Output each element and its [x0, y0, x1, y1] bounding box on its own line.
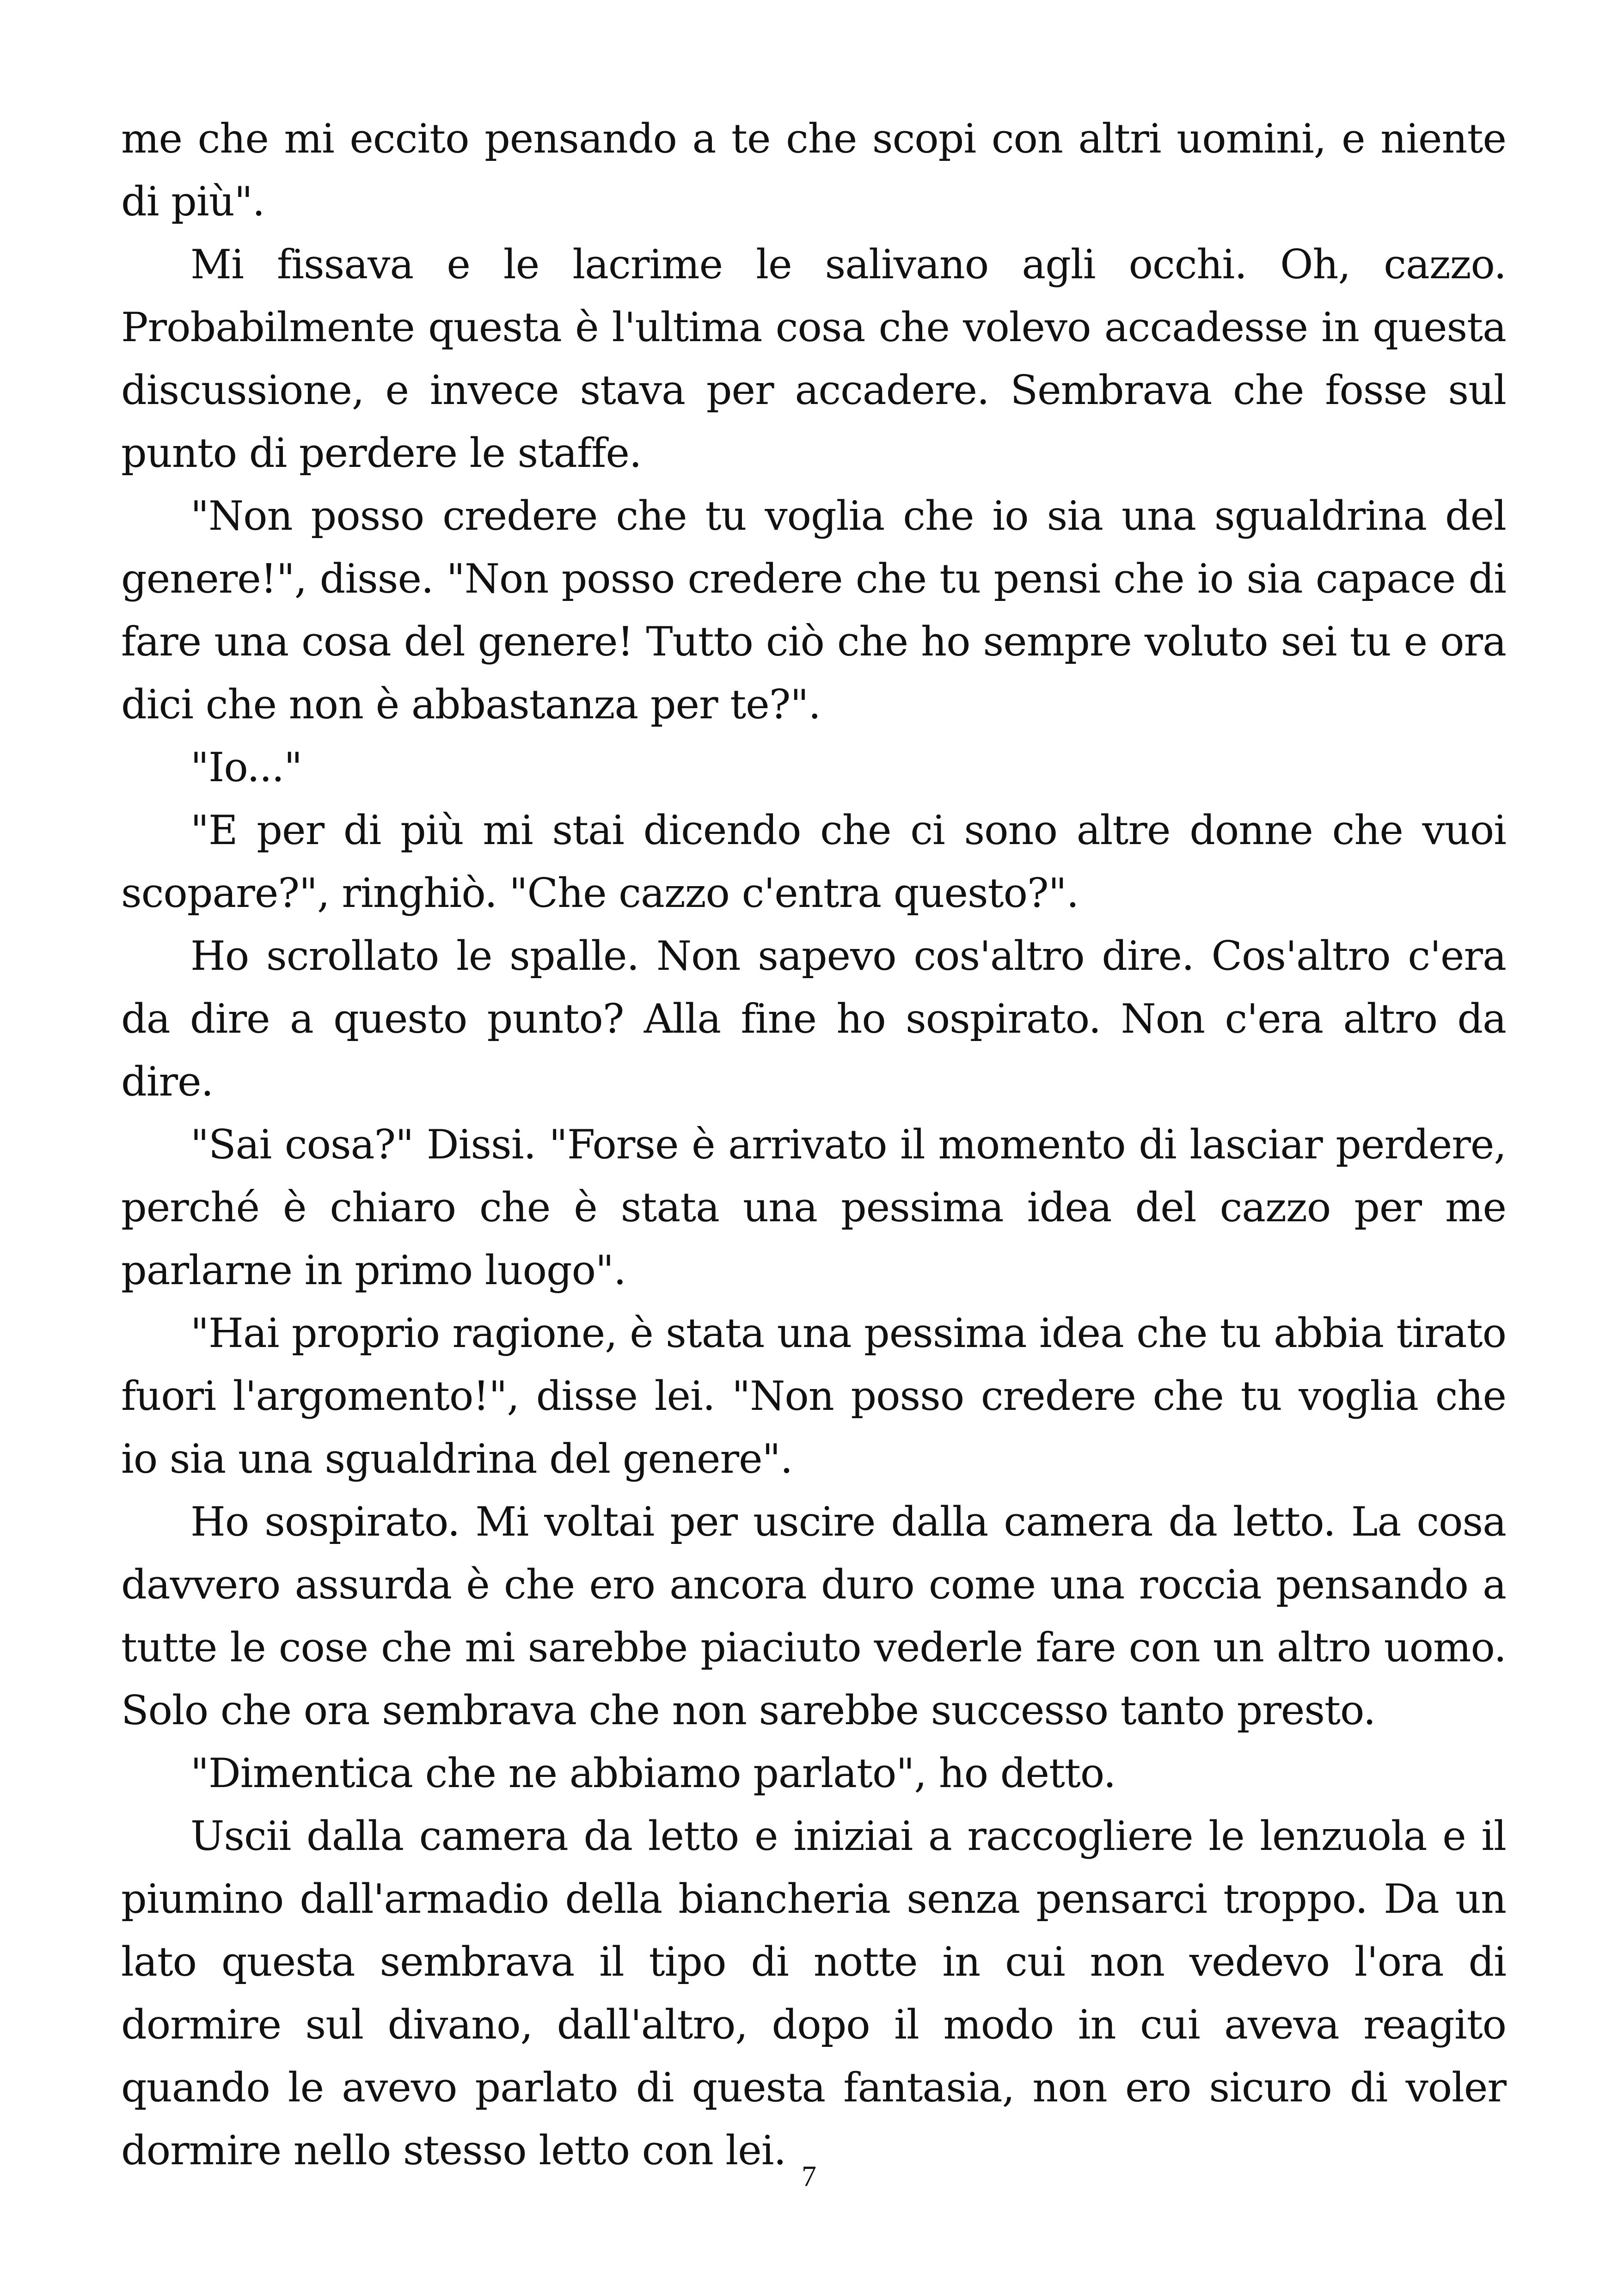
paragraph: Uscii dalla camera da letto e iniziai a raccogliere le lenzuola e il piumino dall'armadio della biancheria senza pensarci troppo. Da un lato questa sembrava il tipo di notte in cui non vedevo l'ora di dormire sul divano, dall'altro, dopo il modo in cui aveva reagito quando le avevo parlato di questa fantasia, non ero sicuro di voler dormire nello stesso letto con lei.: [121, 1812, 1506, 2174]
paragraph: "E per di più mi stai dicendo che ci sono altre donne che vuoi scopare?", ringhiò. "Che cazzo c'entra questo?".: [121, 807, 1506, 917]
paragraph: Mi fissava e le lacrime le salivano agli occhi. Oh, cazzo. Probabilmente questa è l'ultima cosa che volevo accadesse in questa discussione, e invece stava per accadere. Sembrava che fosse sul punto di perdere le staffe.: [121, 241, 1506, 477]
paragraph: "Io...": [190, 744, 302, 791]
paragraph: "Non posso credere che tu voglia che io sia una sgualdrina del genere!", disse. "Non posso credere che tu pensi che io sia capace di fare una cosa del genere! Tutto ciò che ho sempre voluto sei tu e ora dici che non è abbastanza per te?".: [121, 492, 1506, 728]
paragraph: "Hai proprio ragione, è stata una pessima idea che tu abbia tirato fuori l'argomento!", disse lei. "Non posso credere che tu voglia che io sia una sgualdrina del genere".: [121, 1310, 1506, 1482]
paragraph-continuation: me che mi eccito pensando a te che scopi con altri uomini, e niente di più".: [121, 115, 1506, 225]
page-number: 7: [802, 2160, 816, 2192]
paragraph: "Sai cosa?" Dissi. "Forse è arrivato il momento di lasciar perdere, perché è chiaro che è stata una pessima idea del cazzo per me parlarne in primo luogo".: [121, 1121, 1506, 1294]
body-text: [121, 107, 1506, 2182]
paragraph: "Dimentica che ne abbiamo parlato", ho detto.: [190, 1750, 1116, 1797]
paragraph: Ho scrollato le spalle. Non sapevo cos'altro dire. Cos'altro c'era da dire a questo punto? Alla fine ho sospirato. Non c'era altro da dire.: [121, 932, 1506, 1105]
paragraph: Ho sospirato. Mi voltai per uscire dalla camera da letto. La cosa davvero assurda è che ero ancora duro come una roccia pensando a tutte le cose che mi sarebbe piaciuto vederle fare con un altro uomo. Solo che ora sembrava che non sarebbe successo tanto presto.: [121, 1498, 1506, 1734]
